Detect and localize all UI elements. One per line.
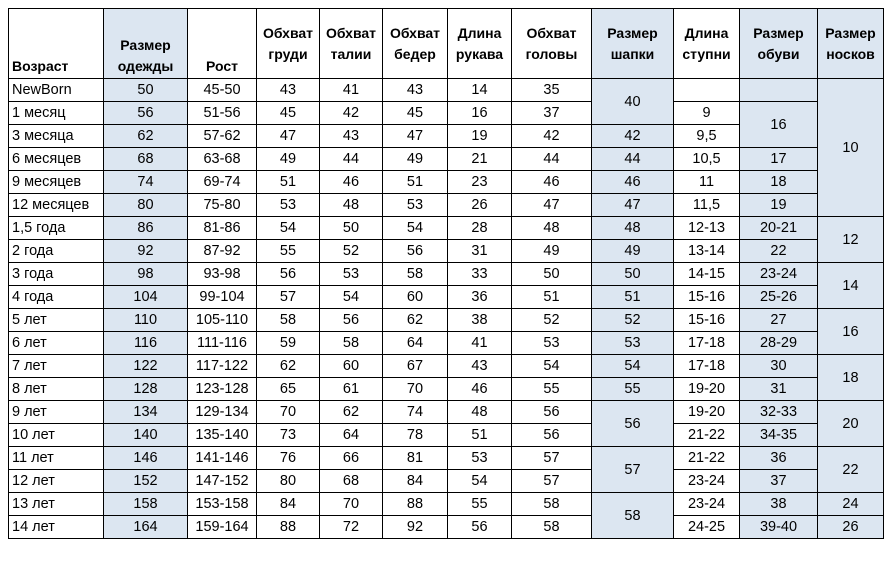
- waist-cell: 43: [320, 125, 383, 148]
- chest-cell: 54: [257, 217, 320, 240]
- hips-cell: 56: [383, 240, 448, 263]
- waist-cell: 62: [320, 401, 383, 424]
- height-cell: 87-92: [188, 240, 257, 263]
- head-cell: 53: [512, 332, 592, 355]
- height-cell: 111-116: [188, 332, 257, 355]
- sleeve-cell: 53: [448, 447, 512, 470]
- chest-cell: 70: [257, 401, 320, 424]
- chest-cell: 53: [257, 194, 320, 217]
- clothes-size-cell: 68: [104, 148, 188, 171]
- hat-size-cell: 58: [592, 493, 674, 539]
- hips-cell: 88: [383, 493, 448, 516]
- sleeve-cell: 46: [448, 378, 512, 401]
- head-cell: 37: [512, 102, 592, 125]
- hat-size-cell: 51: [592, 286, 674, 309]
- shoe-size-cell: [740, 79, 818, 102]
- head-cell: 49: [512, 240, 592, 263]
- clothes-size-cell: 62: [104, 125, 188, 148]
- clothes-size-cell: 86: [104, 217, 188, 240]
- sock-size-cell: 16: [818, 309, 884, 355]
- foot-length-cell: 17-18: [674, 355, 740, 378]
- table-row: [9, 263, 884, 286]
- header-height: Рост: [188, 9, 257, 79]
- hips-cell: 81: [383, 447, 448, 470]
- chest-cell: 58: [257, 309, 320, 332]
- size-table: [8, 8, 884, 539]
- chest-cell: 84: [257, 493, 320, 516]
- shoe-size-cell: 25-26: [740, 286, 818, 309]
- clothes-size-cell: 50: [104, 79, 188, 102]
- shoe-size-cell: 23-24: [740, 263, 818, 286]
- height-cell: 75-80: [188, 194, 257, 217]
- shoe-size-cell: 39-40: [740, 516, 818, 539]
- waist-cell: 60: [320, 355, 383, 378]
- waist-cell: 58: [320, 332, 383, 355]
- sleeve-cell: 56: [448, 516, 512, 539]
- shoe-size-cell: 34-35: [740, 424, 818, 447]
- age-cell: 7 лет: [9, 355, 104, 378]
- hips-cell: 70: [383, 378, 448, 401]
- clothes-size-cell: 140: [104, 424, 188, 447]
- head-cell: 46: [512, 171, 592, 194]
- chest-cell: 56: [257, 263, 320, 286]
- table-row: [9, 401, 884, 424]
- clothes-size-cell: 146: [104, 447, 188, 470]
- table-row: [9, 378, 884, 401]
- hat-size-cell: 55: [592, 378, 674, 401]
- hips-cell: 58: [383, 263, 448, 286]
- head-cell: 44: [512, 148, 592, 171]
- waist-cell: 42: [320, 102, 383, 125]
- sleeve-cell: 51: [448, 424, 512, 447]
- age-cell: 1 месяц: [9, 102, 104, 125]
- height-cell: 81-86: [188, 217, 257, 240]
- size-table-body: [9, 79, 884, 539]
- shoe-size-cell: 20-21: [740, 217, 818, 240]
- sleeve-cell: 41: [448, 332, 512, 355]
- shoe-size-cell: 38: [740, 493, 818, 516]
- age-cell: 13 лет: [9, 493, 104, 516]
- hips-cell: 74: [383, 401, 448, 424]
- head-cell: 51: [512, 286, 592, 309]
- height-cell: 51-56: [188, 102, 257, 125]
- sock-size-cell: 18: [818, 355, 884, 401]
- clothes-size-cell: 152: [104, 470, 188, 493]
- shoe-size-cell: 28-29: [740, 332, 818, 355]
- hips-cell: 78: [383, 424, 448, 447]
- waist-cell: 46: [320, 171, 383, 194]
- age-cell: 5 лет: [9, 309, 104, 332]
- table-row: [9, 240, 884, 263]
- foot-length-cell: 9: [674, 102, 740, 125]
- age-cell: 12 месяцев: [9, 194, 104, 217]
- header-hips: Обхват бедер: [383, 9, 448, 79]
- chest-cell: 65: [257, 378, 320, 401]
- height-cell: 159-164: [188, 516, 257, 539]
- clothes-size-cell: 56: [104, 102, 188, 125]
- size-chart: [8, 8, 884, 539]
- table-row: [9, 171, 884, 194]
- sleeve-cell: 54: [448, 470, 512, 493]
- shoe-size-cell: 16: [740, 102, 818, 148]
- hips-cell: 84: [383, 470, 448, 493]
- chest-cell: 76: [257, 447, 320, 470]
- age-cell: 3 года: [9, 263, 104, 286]
- age-cell: 9 лет: [9, 401, 104, 424]
- height-cell: 141-146: [188, 447, 257, 470]
- hips-cell: 49: [383, 148, 448, 171]
- shoe-size-cell: 19: [740, 194, 818, 217]
- head-cell: 47: [512, 194, 592, 217]
- head-cell: 56: [512, 401, 592, 424]
- sleeve-cell: 16: [448, 102, 512, 125]
- height-cell: 153-158: [188, 493, 257, 516]
- foot-length-cell: 10,5: [674, 148, 740, 171]
- chest-cell: 59: [257, 332, 320, 355]
- hips-cell: 47: [383, 125, 448, 148]
- chest-cell: 55: [257, 240, 320, 263]
- height-cell: 135-140: [188, 424, 257, 447]
- shoe-size-cell: 37: [740, 470, 818, 493]
- sleeve-cell: 38: [448, 309, 512, 332]
- waist-cell: 52: [320, 240, 383, 263]
- header-age: Возраст: [9, 9, 104, 79]
- clothes-size-cell: 98: [104, 263, 188, 286]
- height-cell: 45-50: [188, 79, 257, 102]
- sleeve-cell: 14: [448, 79, 512, 102]
- age-cell: 8 лет: [9, 378, 104, 401]
- hat-size-cell: 46: [592, 171, 674, 194]
- head-cell: 55: [512, 378, 592, 401]
- header-waist: Обхват талии: [320, 9, 383, 79]
- shoe-size-cell: 18: [740, 171, 818, 194]
- hat-size-cell: 48: [592, 217, 674, 240]
- foot-length-cell: 17-18: [674, 332, 740, 355]
- foot-length-cell: 11: [674, 171, 740, 194]
- age-cell: 6 лет: [9, 332, 104, 355]
- chest-cell: 80: [257, 470, 320, 493]
- foot-length-cell: 9,5: [674, 125, 740, 148]
- clothes-size-cell: 122: [104, 355, 188, 378]
- head-cell: 58: [512, 516, 592, 539]
- hips-cell: 62: [383, 309, 448, 332]
- clothes-size-cell: 158: [104, 493, 188, 516]
- clothes-size-cell: 74: [104, 171, 188, 194]
- shoe-size-cell: 27: [740, 309, 818, 332]
- sleeve-cell: 23: [448, 171, 512, 194]
- age-cell: 1,5 года: [9, 217, 104, 240]
- sleeve-cell: 26: [448, 194, 512, 217]
- chest-cell: 57: [257, 286, 320, 309]
- height-cell: 105-110: [188, 309, 257, 332]
- height-cell: 93-98: [188, 263, 257, 286]
- sock-size-cell: 10: [818, 79, 884, 217]
- sleeve-cell: 48: [448, 401, 512, 424]
- clothes-size-cell: 128: [104, 378, 188, 401]
- foot-length-cell: 23-24: [674, 470, 740, 493]
- head-cell: 42: [512, 125, 592, 148]
- age-cell: 9 месяцев: [9, 171, 104, 194]
- height-cell: 99-104: [188, 286, 257, 309]
- height-cell: 123-128: [188, 378, 257, 401]
- header-clothes-size: Размер одежды: [104, 9, 188, 79]
- table-row: [9, 470, 884, 493]
- sleeve-cell: 43: [448, 355, 512, 378]
- foot-length-cell: 14-15: [674, 263, 740, 286]
- table-row: [9, 194, 884, 217]
- hips-cell: 64: [383, 332, 448, 355]
- hips-cell: 54: [383, 217, 448, 240]
- shoe-size-cell: 31: [740, 378, 818, 401]
- table-row: [9, 355, 884, 378]
- shoe-size-cell: 17: [740, 148, 818, 171]
- table-row: [9, 424, 884, 447]
- foot-length-cell: 12-13: [674, 217, 740, 240]
- chest-cell: 62: [257, 355, 320, 378]
- hat-size-cell: 54: [592, 355, 674, 378]
- sock-size-cell: 26: [818, 516, 884, 539]
- header-shoe-size: Размер обуви: [740, 9, 818, 79]
- chest-cell: 43: [257, 79, 320, 102]
- sleeve-cell: 36: [448, 286, 512, 309]
- hips-cell: 51: [383, 171, 448, 194]
- foot-length-cell: 21-22: [674, 424, 740, 447]
- hips-cell: 45: [383, 102, 448, 125]
- waist-cell: 41: [320, 79, 383, 102]
- head-cell: 48: [512, 217, 592, 240]
- sleeve-cell: 19: [448, 125, 512, 148]
- foot-length-cell: 19-20: [674, 401, 740, 424]
- head-cell: 57: [512, 447, 592, 470]
- sock-size-cell: 14: [818, 263, 884, 309]
- age-cell: 11 лет: [9, 447, 104, 470]
- sock-size-cell: 22: [818, 447, 884, 493]
- waist-cell: 72: [320, 516, 383, 539]
- hips-cell: 43: [383, 79, 448, 102]
- chest-cell: 73: [257, 424, 320, 447]
- header-hat-size: Размер шапки: [592, 9, 674, 79]
- hips-cell: 53: [383, 194, 448, 217]
- clothes-size-cell: 116: [104, 332, 188, 355]
- table-row: [9, 102, 884, 125]
- head-cell: 58: [512, 493, 592, 516]
- header-head: Обхват головы: [512, 9, 592, 79]
- waist-cell: 68: [320, 470, 383, 493]
- foot-length-cell: 13-14: [674, 240, 740, 263]
- header-chest: Обхват груди: [257, 9, 320, 79]
- waist-cell: 56: [320, 309, 383, 332]
- foot-length-cell: 21-22: [674, 447, 740, 470]
- header-row: [9, 9, 884, 79]
- hat-size-cell: 50: [592, 263, 674, 286]
- header-sock-size: Размер носков: [818, 9, 884, 79]
- height-cell: 147-152: [188, 470, 257, 493]
- height-cell: 69-74: [188, 171, 257, 194]
- foot-length-cell: 24-25: [674, 516, 740, 539]
- hips-cell: 92: [383, 516, 448, 539]
- clothes-size-cell: 134: [104, 401, 188, 424]
- chest-cell: 51: [257, 171, 320, 194]
- shoe-size-cell: 36: [740, 447, 818, 470]
- shoe-size-cell: 32-33: [740, 401, 818, 424]
- waist-cell: 61: [320, 378, 383, 401]
- foot-length-cell: 11,5: [674, 194, 740, 217]
- foot-length-cell: 23-24: [674, 493, 740, 516]
- shoe-size-cell: 22: [740, 240, 818, 263]
- age-cell: 14 лет: [9, 516, 104, 539]
- hips-cell: 60: [383, 286, 448, 309]
- waist-cell: 54: [320, 286, 383, 309]
- chest-cell: 88: [257, 516, 320, 539]
- clothes-size-cell: 104: [104, 286, 188, 309]
- hat-size-cell: 47: [592, 194, 674, 217]
- foot-length-cell: [674, 79, 740, 102]
- head-cell: 35: [512, 79, 592, 102]
- sleeve-cell: 55: [448, 493, 512, 516]
- table-row: [9, 516, 884, 539]
- head-cell: 52: [512, 309, 592, 332]
- age-cell: 2 года: [9, 240, 104, 263]
- height-cell: 117-122: [188, 355, 257, 378]
- sock-size-cell: 12: [818, 217, 884, 263]
- clothes-size-cell: 80: [104, 194, 188, 217]
- hat-size-cell: 40: [592, 79, 674, 125]
- chest-cell: 45: [257, 102, 320, 125]
- age-cell: 12 лет: [9, 470, 104, 493]
- clothes-size-cell: 110: [104, 309, 188, 332]
- hat-size-cell: 42: [592, 125, 674, 148]
- table-row: [9, 217, 884, 240]
- table-row: [9, 493, 884, 516]
- hat-size-cell: 56: [592, 401, 674, 447]
- header-foot-length: Длина ступни: [674, 9, 740, 79]
- hat-size-cell: 53: [592, 332, 674, 355]
- sleeve-cell: 33: [448, 263, 512, 286]
- clothes-size-cell: 164: [104, 516, 188, 539]
- waist-cell: 50: [320, 217, 383, 240]
- table-row: [9, 309, 884, 332]
- table-row: [9, 447, 884, 470]
- sock-size-cell: 24: [818, 493, 884, 516]
- head-cell: 57: [512, 470, 592, 493]
- waist-cell: 48: [320, 194, 383, 217]
- sleeve-cell: 31: [448, 240, 512, 263]
- hips-cell: 67: [383, 355, 448, 378]
- hat-size-cell: 52: [592, 309, 674, 332]
- age-cell: NewBorn: [9, 79, 104, 102]
- foot-length-cell: 19-20: [674, 378, 740, 401]
- hat-size-cell: 57: [592, 447, 674, 493]
- waist-cell: 70: [320, 493, 383, 516]
- age-cell: 10 лет: [9, 424, 104, 447]
- age-cell: 6 месяцев: [9, 148, 104, 171]
- head-cell: 54: [512, 355, 592, 378]
- shoe-size-cell: 30: [740, 355, 818, 378]
- hat-size-cell: 44: [592, 148, 674, 171]
- hat-size-cell: 49: [592, 240, 674, 263]
- sleeve-cell: 28: [448, 217, 512, 240]
- waist-cell: 66: [320, 447, 383, 470]
- waist-cell: 64: [320, 424, 383, 447]
- table-row: [9, 286, 884, 309]
- height-cell: 57-62: [188, 125, 257, 148]
- waist-cell: 44: [320, 148, 383, 171]
- table-row: [9, 148, 884, 171]
- chest-cell: 49: [257, 148, 320, 171]
- table-row: [9, 79, 884, 102]
- sock-size-cell: 20: [818, 401, 884, 447]
- head-cell: 56: [512, 424, 592, 447]
- foot-length-cell: 15-16: [674, 309, 740, 332]
- age-cell: 4 года: [9, 286, 104, 309]
- age-cell: 3 месяца: [9, 125, 104, 148]
- height-cell: 129-134: [188, 401, 257, 424]
- clothes-size-cell: 92: [104, 240, 188, 263]
- table-row: [9, 332, 884, 355]
- header-sleeve: Длина рукава: [448, 9, 512, 79]
- height-cell: 63-68: [188, 148, 257, 171]
- chest-cell: 47: [257, 125, 320, 148]
- waist-cell: 53: [320, 263, 383, 286]
- sleeve-cell: 21: [448, 148, 512, 171]
- foot-length-cell: 15-16: [674, 286, 740, 309]
- head-cell: 50: [512, 263, 592, 286]
